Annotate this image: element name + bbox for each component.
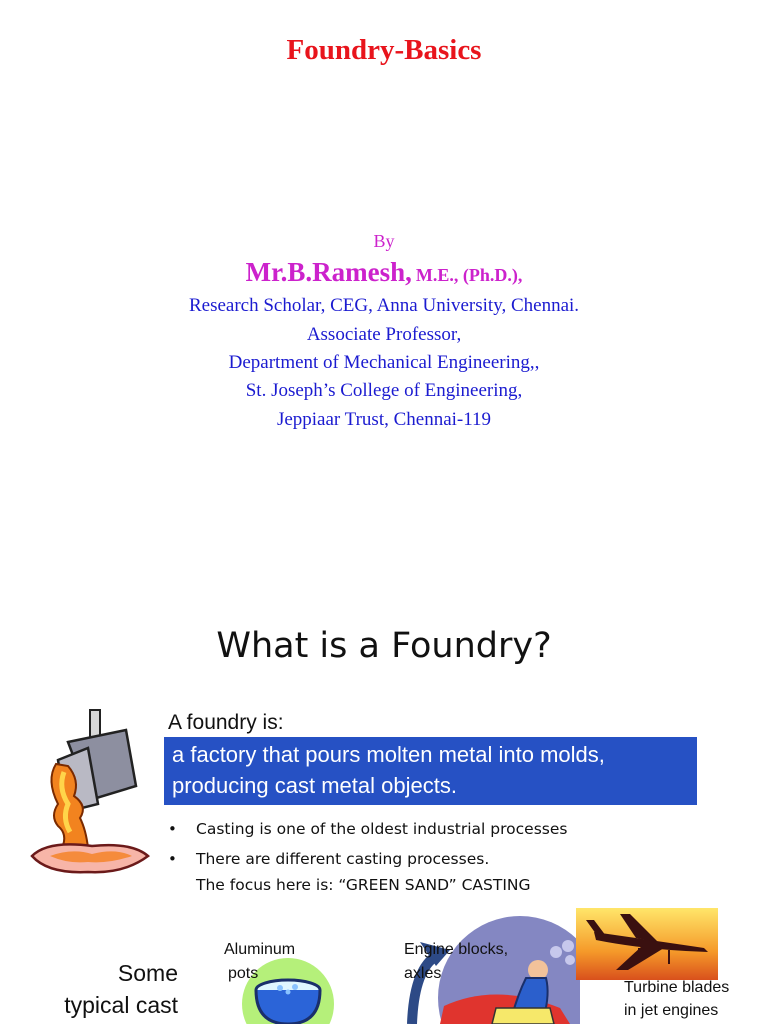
bullet-dot: •: [168, 850, 177, 868]
caption-engine-line: Engine blocks,: [404, 941, 509, 958]
jet-airplane-icon: [576, 908, 718, 980]
definition-line: producing cast metal objects.: [172, 773, 457, 798]
author-degrees: M.E., (Ph.D.),: [415, 265, 523, 285]
bullet-continuation: The focus here is: “GREEN SAND” CASTING: [196, 876, 531, 894]
author-line: [0, 257, 768, 288]
caption-engine-line: axles: [404, 965, 442, 982]
affiliation-line: Department of Mechanical Engineering,,: [228, 352, 540, 373]
bullet-text: Casting is one of the oldest industrial processes: [196, 820, 568, 838]
caption-turbine-line: Turbine blades: [624, 979, 730, 996]
affiliation-line: St. Joseph’s College of Engineering,: [245, 380, 523, 401]
caption-aluminum-line: pots: [228, 965, 259, 982]
slide-title: What is a Foundry?: [216, 626, 552, 666]
caption-aluminum-line: Aluminum: [224, 941, 296, 958]
affiliation-line: Jeppiaar Trust, Chennai-119: [276, 409, 492, 430]
bullet-dot: •: [168, 820, 177, 838]
intro-text: A foundry is:: [168, 711, 284, 734]
slide-title: Foundry-Basics: [286, 34, 482, 66]
affiliation-line: Research Scholar, CEG, Anna University, Chennai.: [188, 295, 580, 316]
affiliation-line: Associate Professor,: [306, 324, 462, 345]
definition-line: a factory that pours molten metal into molds,: [172, 742, 605, 767]
author-name: Mr.B.Ramesh,: [245, 257, 412, 287]
ladle-pouring-icon: [28, 708, 158, 876]
side-label-line: Some: [117, 960, 178, 986]
bullet-text: There are different casting processes.: [196, 850, 490, 868]
side-label-line: typical cast: [64, 992, 178, 1018]
cooking-pot-icon: [240, 952, 336, 1024]
definition-box: [164, 737, 697, 805]
caption-turbine-line: in jet engines: [624, 1002, 719, 1019]
by-label: By: [373, 231, 395, 251]
